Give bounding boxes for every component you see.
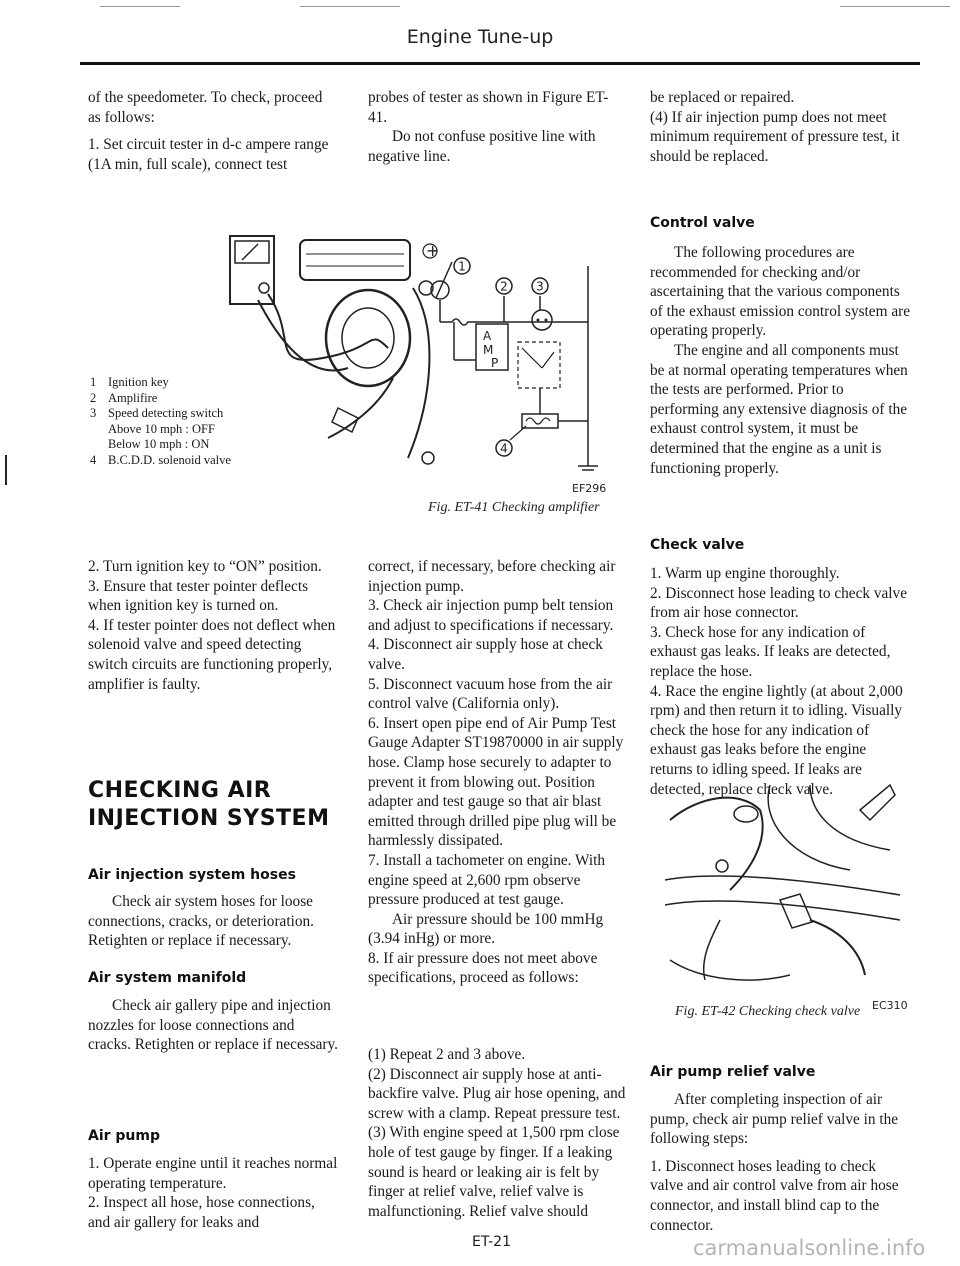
solenoid-coil xyxy=(522,414,558,428)
step-4: 4. If tester pointer does not deflect when solenoid valve and speed detecting switch circuits are functioning properly, amplifier is faulty. xyxy=(88,616,336,693)
scan-line xyxy=(100,6,180,7)
relief-valve-text: After completing inspection of air pump, check air pump relief valve in the following steps: 1. Disconnect hoses leading to check valve and air control valve from air hose connector, and install blind cap to the connector. xyxy=(650,1091,899,1234)
tester-needle xyxy=(242,244,258,260)
figure-legend xyxy=(90,375,260,468)
circuit-diagram xyxy=(418,241,618,474)
check-valve-illustration xyxy=(660,780,910,990)
manifold-heading: Air system manifold xyxy=(88,970,247,986)
header-rule xyxy=(80,62,920,65)
callout-3-label: 3 xyxy=(536,279,544,294)
pump-steps: 1. Operate engine until it reaches normal operating temperature. 2. Inspect all hose, hose connections, and air gallery for leaks and xyxy=(88,1155,338,1231)
scan-line xyxy=(840,6,950,7)
legend-item: 2 Amplifire xyxy=(90,390,158,405)
pump-heading: Air pump xyxy=(88,1128,161,1144)
intro-line-2: as follows: xyxy=(88,108,155,126)
left-steps xyxy=(88,557,340,694)
manifold-text: Check air gallery pipe and injection nozzles for loose connections and cracks. Retighten or replace if necessary. xyxy=(88,997,339,1054)
callout-4-label: 4 xyxy=(500,441,508,456)
tester-terminal xyxy=(259,283,269,293)
step-3: 3. Ensure that tester pointer deflects when ignition key is turned on. xyxy=(88,577,309,615)
legend-item: Below 10 mph : ON xyxy=(108,437,210,451)
figure-caption-et41: Fig. ET-41 Checking amplifier xyxy=(428,500,600,515)
solenoid-valve xyxy=(326,290,410,386)
page-header-title: Engine Tune-up xyxy=(406,26,554,48)
legend-item: Above 10 mph : OFF xyxy=(108,421,215,436)
svg-text:M: M xyxy=(483,343,494,357)
right-intro: be replaced or repaired. (4) If air injection pump does not meet minimum requirement of pressure test, it should be replaced. xyxy=(650,89,900,165)
legend-item: 4 B.C.D.D. solenoid valve xyxy=(90,452,231,467)
section-title: CHECKING AIR INJECTION SYSTEM xyxy=(88,778,330,831)
control-valve-text: The following procedures are recommended for checking and/or ascertaining that the various components of the exhaust emission control system are operating properly. The engine and all components must be at normal operating temperatures when the tests are performed. Prior to performing any extensive diagnosis of the exhaust control system, it must be determined that the engine as a unit is functioning properly. xyxy=(650,244,910,477)
legend-item: 1 Ignition key xyxy=(90,375,169,389)
middle-intro: probes of tester as shown in Figure ET-41. Do not confuse positive line with negative line. xyxy=(368,89,609,165)
callout-1-icon xyxy=(716,860,728,872)
tester-dial xyxy=(235,241,269,263)
positive-terminal-label: + xyxy=(426,241,440,260)
callout-2-label: 2 xyxy=(500,279,508,294)
speed-switch-connector xyxy=(332,408,358,432)
check-valve-steps: 1. Warm up engine thoroughly. 2. Disconnect hose leading to check valve from air hose connector. 3. Check hose for any indication of exhaust gas leaks. If leaks are detected, replace the hose. 4. Race the engine lightly (at about 2,000 rpm) and then return it to idling. Visually check the hose for any indication of exhaust gas leaks before the engine returns to idling speed. If leaks are detected, replace check valve. xyxy=(650,565,907,798)
tester-body xyxy=(230,236,274,304)
intro-line-1: of the speedometer. To check, proceed xyxy=(88,89,323,106)
amplifier-unit xyxy=(300,240,410,280)
svg-text:A: A xyxy=(483,329,492,343)
margin-mark xyxy=(5,455,7,485)
middle-sub-steps: (1) Repeat 2 and 3 above. (2) Disconnect air supply hose at anti-backfire valve. Plug air hose opening, and screw with a clamp. Repeat pressure test. (3) With engine speed at 1,500 rpm close hole of test gauge by finger. If a leaking sound is heard or leaking air is felt by finger at relief valve, relief valve is malfunctioning. Relief valve should xyxy=(368,1046,626,1220)
figure-caption-et42: Fig. ET-42 Checking check valve xyxy=(675,1004,861,1019)
page-number: ET-21 xyxy=(472,1234,511,1250)
figure-code-ec310: EC310 xyxy=(872,999,908,1012)
check-valve-heading: Check valve xyxy=(650,537,745,553)
step-2: 2. Turn ignition key to “ON” position. xyxy=(88,558,322,575)
control-valve-heading: Control valve xyxy=(650,215,755,231)
left-intro xyxy=(88,88,340,174)
step-1: 1. Set circuit tester in d-c ampere range (1A min, full scale), connect test xyxy=(88,136,329,173)
watermark: carmanualsonline.info xyxy=(693,1236,926,1260)
speed-switch-symbol xyxy=(532,310,552,330)
figure-code-ef296: EF296 xyxy=(572,482,607,495)
legend-item: 3 Speed detecting switch xyxy=(90,406,224,420)
callout-1-label: 1 xyxy=(458,259,466,274)
svg-text:P: P xyxy=(491,356,499,370)
middle-steps: correct, if necessary, before checking air injection pump. 3. Check air injection pump belt tension and adjust to specifications if necessary. 4. Disconnect air supply hose at check valve. 5. Disconnect vacuum hose from the air control valve (California only). 6. Insert open pipe end of Air Pump Test Gauge Adapter ST19870000 in air supply hose. Clamp hose securely to adapter to prevent it from blowing out. Position adapter and test gauge so that air blast emitted through drilled pipe plug will be harmlessly dissipated. 7. Install a tachometer on engine. With engine speed at 2,600 rpm observe pressure produced at test gauge. Air pressure should be 100 mmHg (3.94 inHg) or more. 8. If air pressure does not meet above specifications, proceed as follows: xyxy=(368,558,624,987)
hoses-text: Check air system hoses for loose connections, cracks, or deterioration. Retighten or replace if necessary. xyxy=(88,893,314,950)
scan-line xyxy=(300,6,400,7)
check-valve-body xyxy=(780,894,812,928)
ignition-key-symbol xyxy=(440,319,476,325)
hose-connector xyxy=(734,806,758,822)
hoses-heading: Air injection system hoses xyxy=(88,867,296,883)
amplifier-test-illustration xyxy=(228,228,448,478)
relief-valve-heading: Air pump relief valve xyxy=(650,1064,816,1080)
